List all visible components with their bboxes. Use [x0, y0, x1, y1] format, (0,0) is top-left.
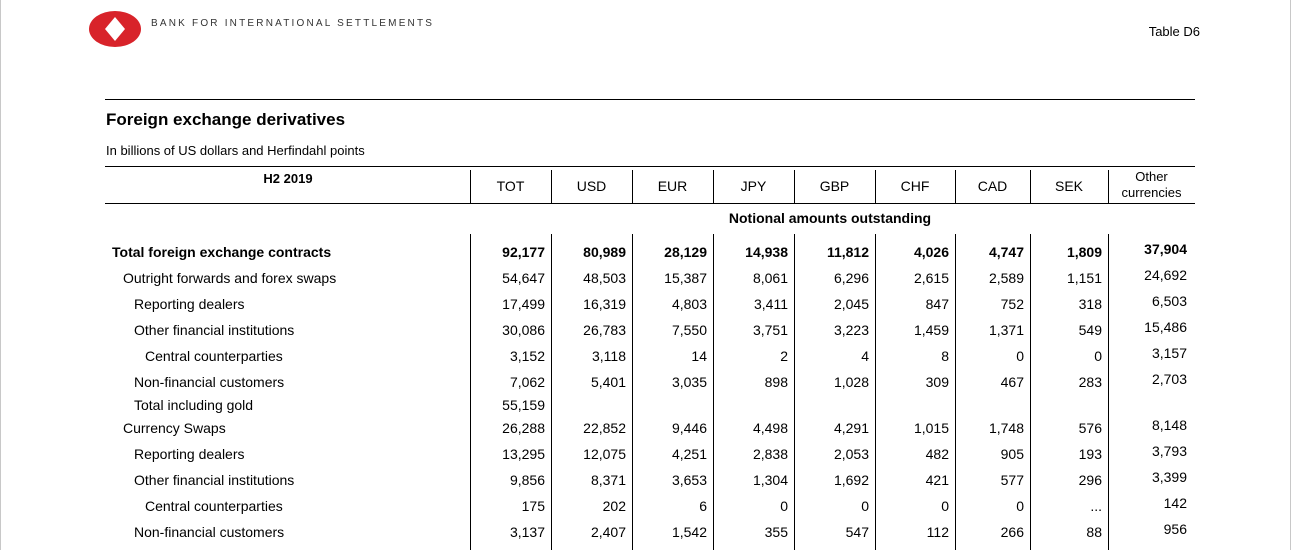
table-cell: 6,503	[1151, 293, 1187, 309]
table-cell: 80,989	[583, 244, 626, 260]
row-label: Currency Swaps	[123, 420, 226, 436]
header-rule-bottom	[105, 203, 1195, 204]
table-cell: 8	[941, 348, 949, 364]
table-cell: 3,137	[509, 524, 545, 540]
row-label: Other financial institutions	[134, 322, 295, 338]
table-cell: 3,399	[1151, 469, 1187, 485]
table-cell: 55,159	[502, 397, 545, 413]
table-cell: 4	[861, 348, 869, 364]
table-cell: 2,703	[1151, 371, 1187, 387]
row-label: Central counterparties	[145, 498, 283, 514]
table-cell: 8,371	[590, 472, 626, 488]
table-cell: 24,692	[1144, 267, 1187, 283]
table-cell: 3,152	[509, 348, 545, 364]
column-header-cad: CAD	[977, 178, 1008, 194]
table-cell: 14	[691, 348, 707, 364]
table-cell: 0	[861, 498, 869, 514]
table-cell: 4,026	[913, 244, 949, 260]
column-divider-header	[470, 170, 471, 203]
table-cell: 421	[925, 472, 949, 488]
org-name: BANK FOR INTERNATIONAL SETTLEMENTS	[151, 18, 435, 29]
table-cell: 26,288	[502, 420, 545, 436]
table-cell: 8,061	[752, 270, 788, 286]
table-cell: 905	[1000, 446, 1024, 462]
period-label: H2 2019	[263, 171, 313, 186]
table-cell: 9,446	[671, 420, 707, 436]
table-cell: 3,035	[671, 374, 707, 390]
table-cell: 92,177	[502, 244, 545, 260]
table-cell: 8,148	[1151, 417, 1187, 433]
column-divider-header	[551, 170, 552, 203]
column-header-other-currencies: Other currencies	[1121, 169, 1182, 200]
column-header-tot: TOT	[496, 178, 525, 194]
table-cell: 0	[1016, 348, 1024, 364]
table-cell: 309	[925, 374, 949, 390]
table-cell: 1,459	[913, 322, 949, 338]
table-cell: 12,075	[583, 446, 626, 462]
table-cell: 30,086	[502, 322, 545, 338]
table-cell: 11,812	[826, 244, 869, 260]
table-cell: 3,411	[754, 296, 788, 312]
table-cell: 3,223	[833, 322, 869, 338]
table-cell: 1,304	[752, 472, 788, 488]
page-border-right	[1290, 0, 1291, 550]
table-cell: 2,838	[752, 446, 788, 462]
table-cell: 1,748	[988, 420, 1024, 436]
column-header-gbp: GBP	[819, 178, 850, 194]
table-cell: 2	[780, 348, 788, 364]
row-label: Non-financial customers	[134, 524, 285, 540]
table-cell: 1,151	[1066, 270, 1102, 286]
table-id: Table D6	[1148, 24, 1200, 39]
table-cell: 547	[845, 524, 869, 540]
page-subtitle: In billions of US dollars and Herfindahl points	[106, 143, 365, 158]
bis-logo-icon	[89, 11, 141, 47]
table-cell: 2,407	[590, 524, 626, 540]
table-cell: 1,809	[1066, 244, 1102, 260]
column-header-usd: USD	[576, 178, 607, 194]
table-cell: 1,692	[833, 472, 869, 488]
table-cell: 3,118	[592, 348, 626, 364]
column-divider-header	[632, 170, 633, 203]
table-cell: 296	[1078, 472, 1102, 488]
row-label: Reporting dealers	[134, 446, 245, 462]
table-cell: 318	[1078, 296, 1102, 312]
table-cell: 2,589	[988, 270, 1024, 286]
table-cell: 283	[1078, 374, 1102, 390]
column-divider-header	[955, 170, 956, 203]
table-cell: 0	[941, 498, 949, 514]
table-cell: 48,503	[583, 270, 626, 286]
table-cell: 898	[764, 374, 788, 390]
table-cell: 28,129	[664, 244, 707, 260]
page-border-left	[0, 0, 1, 550]
table-cell: 202	[602, 498, 626, 514]
table-cell: 4,747	[988, 244, 1024, 260]
page-title: Foreign exchange derivatives	[106, 110, 346, 129]
row-label: Non-financial customers	[134, 374, 285, 390]
table-cell: 2,053	[833, 446, 869, 462]
column-divider-header	[1108, 170, 1109, 203]
table-cell: 142	[1163, 495, 1187, 511]
table-cell: 266	[1000, 524, 1024, 540]
top-rule	[105, 99, 1195, 100]
column-header-eur: EUR	[657, 178, 688, 194]
table-cell: 15,486	[1144, 319, 1187, 335]
table-cell: 1,015	[913, 420, 949, 436]
column-divider-header	[794, 170, 795, 203]
table-cell: 847	[925, 296, 949, 312]
table-cell: 752	[1000, 296, 1024, 312]
table-cell: 3,157	[1151, 345, 1187, 361]
table-cell: ...	[1090, 498, 1102, 514]
column-header-sek: SEK	[1054, 178, 1083, 194]
table-cell: 16,319	[583, 296, 626, 312]
table-cell: 13,295	[502, 446, 545, 462]
table-cell: 956	[1163, 521, 1187, 537]
table-cell: 175	[521, 498, 545, 514]
column-header-jpy: JPY	[740, 178, 767, 194]
table-cell: 9,856	[509, 472, 545, 488]
table-cell: 0	[780, 498, 788, 514]
table-cell: 54,647	[502, 270, 545, 286]
table-cell: 6	[699, 498, 707, 514]
column-divider-header	[875, 170, 876, 203]
table-cell: 355	[764, 524, 788, 540]
table-cell: 5,401	[590, 374, 626, 390]
table-cell: 1,028	[833, 374, 869, 390]
row-label: Other financial institutions	[134, 472, 295, 488]
table-cell: 2,615	[913, 270, 949, 286]
table-cell: 2,045	[833, 296, 869, 312]
table-cell: 37,904	[1144, 241, 1187, 257]
row-label: Central counterparties	[145, 348, 283, 364]
row-label: Total including gold	[134, 397, 254, 413]
table-cell: 4,498	[752, 420, 788, 436]
table-cell: 17,499	[502, 296, 545, 312]
table-cell: 26,783	[583, 322, 626, 338]
header-rule-top	[105, 166, 1195, 167]
row-label: Outright forwards and forex swaps	[123, 270, 337, 286]
table-cell: 3,653	[671, 472, 707, 488]
table-cell: 7,062	[509, 374, 545, 390]
table-cell: 549	[1078, 322, 1102, 338]
table-cell: 467	[1000, 374, 1024, 390]
table-cell: 6,296	[833, 270, 869, 286]
table-cell: 15,387	[664, 270, 707, 286]
table-cell: 0	[1094, 348, 1102, 364]
table-cell: 4,291	[833, 420, 869, 436]
table-cell: 22,852	[583, 420, 626, 436]
table-cell: 88	[1086, 524, 1102, 540]
row-label: Total foreign exchange contracts	[112, 244, 332, 260]
column-divider-header	[713, 170, 714, 203]
table-cell: 577	[1000, 472, 1024, 488]
table-cell: 3,793	[1151, 443, 1187, 459]
table-cell: 7,550	[671, 322, 707, 338]
table-cell: 576	[1078, 420, 1102, 436]
table-cell: 1,371	[988, 322, 1024, 338]
table-cell: 193	[1078, 446, 1102, 462]
row-label: Reporting dealers	[134, 296, 245, 312]
table-cell: 482	[925, 446, 949, 462]
section-label: Notional amounts outstanding	[728, 210, 932, 226]
table-cell: 14,938	[745, 244, 788, 260]
table-cell: 4,251	[671, 446, 707, 462]
table-cell: 0	[1016, 498, 1024, 514]
column-header-chf: CHF	[900, 178, 930, 194]
table-cell: 3,751	[752, 322, 788, 338]
table-cell: 1,542	[671, 524, 707, 540]
table-cell: 112	[926, 524, 949, 540]
column-divider-header	[1030, 170, 1031, 203]
table-cell: 4,803	[671, 296, 707, 312]
